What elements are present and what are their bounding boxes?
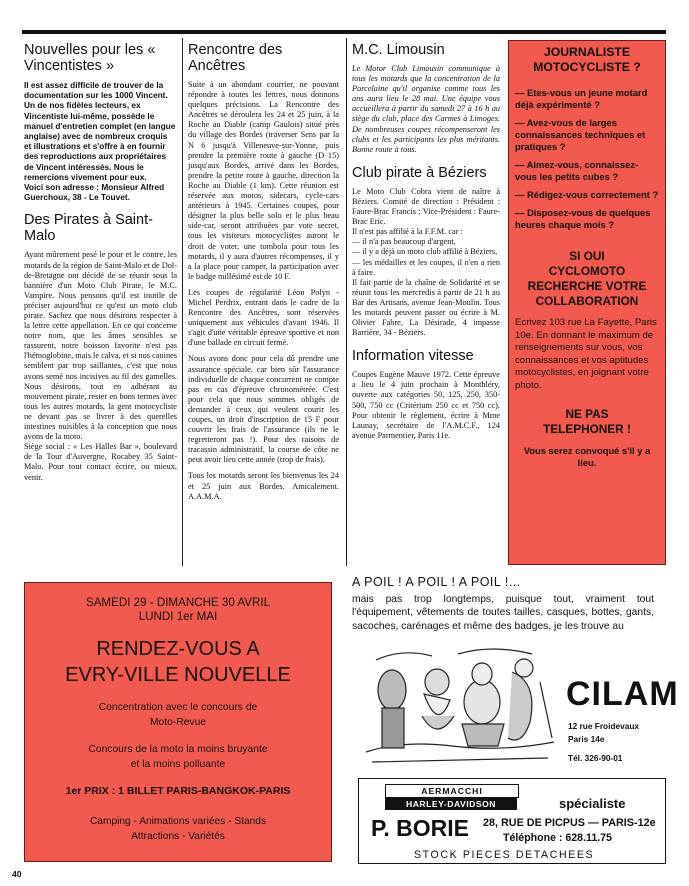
recruit-answer-line: RECHERCHE VOTRE (527, 279, 647, 293)
recruit-heading-1: JOURNALISTE (544, 45, 630, 59)
cilam-phone: Tél. 326-90-01 (568, 753, 623, 763)
article-lead-vincentistes: Il est assez difficile de trouver de la documentation sur les 1000 Vincent. Un de nos fidèles lecteurs, ex Vincentiste lui-même, possède le manuel d'entretien complet (en langue anglaise) avec de nombreux croquis et illustrations et s'offre à en fournir des reproductions aux propriétaires de Vincent intéressés. Nous le remercions vivement pour eux. (24, 80, 176, 182)
recruit-no-phone-2: TELEPHONER ! (543, 421, 631, 436)
event-activities-1: Camping - Animations variées - Stands (89, 816, 267, 827)
cilam-block (566, 676, 679, 765)
borie-stock: STOCK PIECES DETACHEES (414, 849, 595, 861)
recruit-heading-2: MOTOCYCLISTE ? (533, 60, 641, 74)
borie-ad (358, 778, 666, 864)
cilam-address-1: 12 rue Froidevaux (568, 721, 640, 731)
recruit-question: — Avez-vous de larges connaissances techniques et pratiques ? (515, 117, 646, 152)
article-body-ancetres-4: Tous les motards seront les bienvenus les 24 et 25 juin aux Bordes. Amicalement. A.A.M.A. (188, 471, 339, 501)
event-concentration: Concentration avec le concours de (98, 702, 258, 713)
event-moto-revue: Moto-Revue (149, 717, 207, 728)
cilam-ad (352, 575, 666, 633)
brand-aermacchi: AERMACCHI (385, 784, 519, 798)
cilam-name: CILAM (566, 675, 679, 713)
article-title-pirates-saint-malo: Des Pirates à Saint-Malo (24, 212, 153, 245)
article-body-limousin: Le Motor Club Limousin communique à tous les motards que la concentration de la Porcelaine qu'il organise comme tous les ans aura lieu le 28 mai. Une équipe vous accueillera à partir du samedi 27 à 16 h au siège du club, place des Carmes à Limoges. De nombreuses coupes récompenseront les clubs et les participants les plus méritants. Bonne route à tous. (352, 64, 500, 154)
article-body-vitesse: Coupes Eugène Mauve 1972. Cette épreuve a lieu le 4 juin prochain à Monthléry, ouverte aux catégories 50, 125, 250, 350-500, 750 cc (Critérium 250 cc et 750 cc). Pour obtenir le règlement, écrire à Mme Launay, secrétaire de l'A.M.C.F., 124 avenue Parmentier, Paris 11e. (352, 370, 500, 440)
article-title-vitesse: Information vitesse (352, 348, 474, 365)
article-address-vincentistes: Voici son adresse : Monsieur Alfred Guerchoux, 38 - Le Touvet. (24, 182, 165, 203)
cilam-ad-title: A POIL ! A POIL ! A POIL !... (352, 575, 521, 589)
article-body-beziers-6: Il fait partie de la chaîne de Solidarité et se réunit tous les mercredis à partir de 21 h au Bar des Artisans, avenue Jean-Moulin. Tous les motards peuvent passer ou écrire à M. Olivier Fabre, La Désirade, 4 impasse Barrière, 34 - Béziers. (352, 277, 500, 338)
article-body-pirates: Ayant mûrement pesé le pour et le contre, les motards de la région de Saint-Malo et de Dol-de-Bretagne ont décidé de se réunir sous la bannière d'un Moto Club Pirate, le M.C. Vampire. Nous pensons qu'il est inutile de préciser aujourd'hui ce qu'est un moto club pirate. Sachez que nous désirons respecter à la lettre cette appellation. En ce qui concerne notre nom, que les âmes sensibles se rassurent, notre boisson favorite n'est pas l'hémoglobine, mais le calva, et si nos canines semblent par trop saillantes, c'est que nous avons semé nos incisives au fil des gamelles. Nous désirons, tout en adhérant au mouvement pirate, rester en bons termes avec tous les autres motards, la gent motocycliste ne devant pas se livrer à des querelles intestines nuisibles à la conception que nous avons de la moto. (24, 250, 177, 442)
article-body-ancetres-1: Suite à un abondant courrier, ne pouvant répondre à toutes les lettres, nous donnons quelques précisions. La Rencontre des Ancêtres se déroulera les 24 et 25 juin, à la Roche au Diable (camp Gaulois) situé près du village des Bordes (traverser Sens par la N 6 jusqu'à Villeneuve-sur-Yonne, puis prendre la première route à gauche (D 15) jusqu'aux Bordes, arrivé dans les Bordes, prendre la petite route à gauche, direction la Roche au Diable (1 km). Cette réunion est réservée aux motos, sidecars, cycle-cars antérieurs à 1945. Certaines coupes, pour désigner la plus belle solo et le plus beau side-car, seront attribuées par vote secret, tous les visiteurs motocyclistes auront le droit de voter, une tombola pour tous les motards, il y aura d'autres récompenses, il y a la place pour camper, la participation avec le badge millésimé est de 10 F. (188, 80, 339, 281)
article-title-beziers: Club pirate à Béziers (352, 164, 487, 181)
cilam-address-2: Paris 14e (568, 734, 605, 744)
recruit-question: — Etes-vous un jeune motard déjà expérimenté ? (515, 87, 648, 110)
event-rdv-1: RENDEZ-VOUS A (96, 638, 260, 660)
event-box-evry (24, 582, 332, 862)
article-body-ancetres-2: Les coupes de régularité Léon Polyn - Michel Perdrix, entrant dans le cadre de la Rencontre des Ancêtres, sont réservées uniquement aux véhicules d'avant 1946. Il s'agit d'une véritable épreuve sportive et non d'une ballade en circuit fermé. (188, 287, 339, 348)
borie-specialist: spécialiste (559, 796, 626, 811)
article-body-beziers-2: Il n'est pas affilié à la F.F.M. car : (352, 227, 463, 237)
recruit-question: — Disposez-vous de quelques heures chaque mois ? (515, 207, 651, 230)
recruit-answer-line: SI OUI (569, 249, 605, 263)
recruit-instructions: Ecrivez 103 rue La Fayette, Paris 10e. En donnant le maximum de renseignements sur vous, vos connaissances et vos aptitudes motocyclistes, en joignant votre photo. (515, 317, 657, 391)
article-title-vincentistes: Nouvelles pour les « Vincentistes » (24, 42, 156, 74)
recruit-question: — Rédigez-vous correctement ? (515, 189, 659, 200)
event-activities-2: Attractions - Variétés (131, 831, 225, 842)
page-number: 40 (12, 869, 22, 879)
engraving-illustration (362, 642, 558, 768)
article-title-limousin: M.C. Limousin (352, 42, 445, 58)
cilam-ad-text: mais pas trop longtemps, puisque tout, vraiment tout l'équipement, vêtements de toutes tailles, casques, bottes, gants, sacoches, carénages et même des badges, je les trouve au (352, 594, 654, 632)
column-divider (182, 38, 183, 566)
brand-harley-davidson: HARLEY-DAVIDSON (385, 798, 517, 810)
article-body-beziers-5: — les médailles et les coupes, il n'en a rien à faire. (352, 257, 500, 277)
column-limousin (352, 38, 500, 441)
column-vincentistes (24, 38, 177, 483)
recruit-answer-line: COLLABORATION (535, 294, 639, 308)
event-date-1: SAMEDI 29 - DIMANCHE 30 AVRIL (85, 596, 271, 609)
top-rule (22, 30, 666, 34)
article-body-beziers-1: Le Moto Club Cobra vient de naître à Béziers. Comité de direction : Président : Faure-Brac Francis ; Vice-Président : Faure-Brac Eric. (352, 186, 500, 227)
recruit-answer-line: CYCLOMOTO (548, 264, 626, 278)
borie-name: P. BORIE (371, 815, 469, 841)
column-ancetres (188, 38, 339, 502)
article-siege-pirates: Siège social : « Les Halles Bar », boulevard de la Tour d'Auvergne, Rocabey 35 Saint-Malo. Pour tout contact écrire, ou mieux, venir. (24, 442, 177, 482)
recruit-no-phone-1: NE PAS (565, 406, 609, 421)
column-divider (346, 38, 347, 566)
event-date-2: LUNDI 1er MAI (138, 610, 218, 623)
borie-phone: Téléphone : 628.11.75 (503, 832, 612, 844)
article-body-beziers-3: — il n'a pas beaucoup d'argent, (352, 237, 456, 247)
event-contest-2: et la moins polluante (130, 759, 226, 770)
event-rdv-2: EVRY-VILLE NOUVELLE (65, 664, 291, 686)
recruit-convocation: Vous serez convoqué s'il y a lieu. (523, 444, 651, 468)
event-contest-1: Concours de la moto la moins bruyante (88, 744, 268, 755)
article-body-ancetres-3: Nous avons donc pour cela dû prendre une assurance spéciale, car bien sûr l'assurance individuelle de chaque concurrent ne compte pas en cas d'épreuve chronométrée. C'est pour cela que nous sommes obligés de demander à ceux qui veulent courir les coupes, un droit d'inscription de 15 F pour couvrir les frais de l'assurance (ils ne le regretteront pas !). Pour des raisons de tracassin administratif, la course de côte ne peut avoir lieu cette année (trop de frais). (188, 354, 339, 465)
article-title-ancetres: Rencontre des Ancêtres (188, 42, 283, 74)
recruit-question: — Aimez-vous, connaissez-vous les petits cubes ? (515, 159, 639, 182)
recruitment-box (508, 40, 666, 565)
event-first-prize: 1er PRIX : 1 BILLET PARIS-BANGKOK-PARIS (65, 785, 291, 797)
article-body-beziers-4: — il y a déjà un moto club affilié à Béziers, (352, 247, 498, 257)
borie-address: 28, RUE DE PICPUS — PARIS-12e (483, 817, 656, 829)
